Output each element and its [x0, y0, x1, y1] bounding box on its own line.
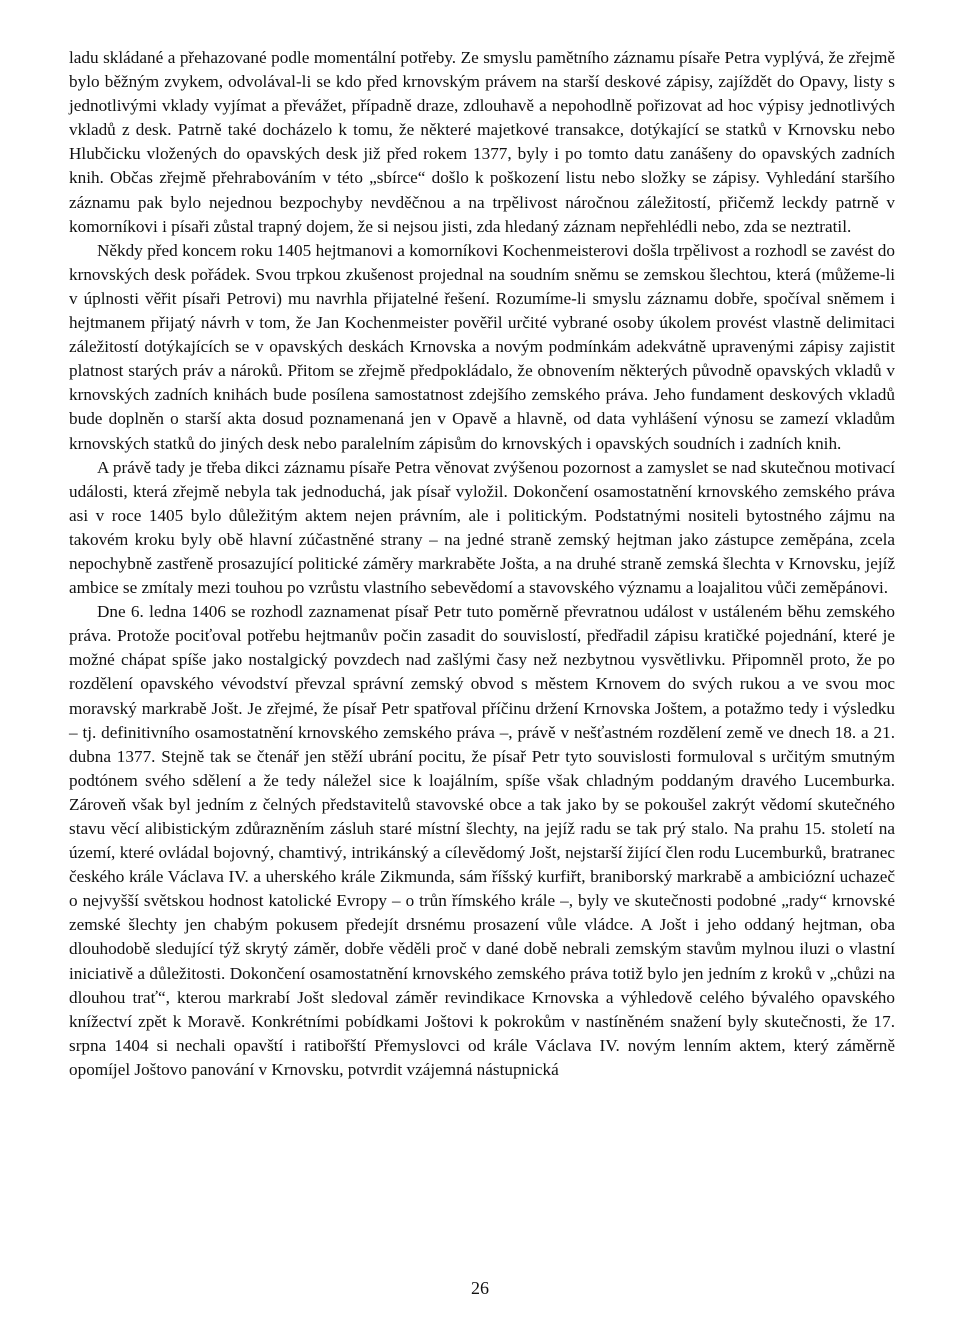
- page-number: 26: [471, 1278, 489, 1298]
- page-body: [69, 46, 895, 1082]
- paragraph-1: ladu skládané a přehazované podle momentální potřeby. Ze smyslu pamětního záznamu písaře Petra vyplývá, že zřejmě bylo běžným zvykem, odvolával-li se kdo před krnovským právem na starší deskové zápisy, zajíždět do Opavy, listy s jednotlivými vklady vyjímat a převážet, případně draze, zdlouhavě a nepohodlně pořizovat ad hoc výpisy jednotlivých vkladů z desk. Patrně také docházelo k tomu, že některé majetkové transakce, dotýkající se statků v Krnovsku nebo Hlubčicku vložených do opavských desk již před rokem 1377, byly i po tomto datu zanášeny do opavských zadních knih. Občas zřejmě přehrabováním v této „sbírce“ došlo k poškození listu nebo složky se zápisy. Vyhledání staršího záznamu pak bylo nejednou bezpochyby nevděčnou a na trpělivost náročnou záležitostí, přičemž leckdy patrně v komorníkovi i písaři zůstal trapný dojem, že si nejsou jisti, zda hledaný záznam nepřehlédli nebo, zda se neztratil.: [69, 48, 895, 236]
- paragraph-4: Dne 6. ledna 1406 se rozhodl zaznamenat písař Petr tuto poměrně převratnou událost v ustáleném běhu zemského práva. Protože pociťoval potřebu hejtmanův počin zasadit do souvislostí, předřadil zápisu kratičké pojednání, které je možné chápat spíše jako nostalgický povzdech nad zašlými časy než nezbytnou vysvětlivku. Připomněl proto, že po rozdělení opavského vévodství převzal správní zemský obvod s městem Krnovem do svých rukou a ve svou moc moravský markrabě Jošt. Je zřejmé, že písař Petr spatřoval příčinu držení Krnovska Joštem, a potažmo tedy i výsledku – tj. definitivního osamostatnění krnovského zemského práva –, právě v nešťastném rozdělení země ve dnech 18. a 21. dubna 1377. Stejně tak se čtenář jen stěží ubrání pocitu, že písař Petr tyto souvislosti formuloval s určitým smutným podtónem svého sdělení a že tedy náležel sice k loajálním, spíše však chladným poddaným dravého Lucemburka. Zároveň však byl jedním z čelných představitelů stavovské obce a tak jako by se pokoušel zakrýt vědomí skutečného stavu věcí alibistickým zdůrazněním zásluh staré místní šlechty, na jejíž radu se tak prý stalo. Na prahu 15. století na území, které ovládal bojovný, chamtivý, intrikánský a cílevědomý Jošt, nejstarší žijící člen rodu Lucemburků, bratranec českého krále Václava IV. a uherského krále Zikmunda, sám říšský kurfiřt, braniborský markrabě a ambiciózní uchazeč o nejvyšší světskou hodnost katolické Evropy – o trůn římského krále –, byly ve skutečnosti podobné „rady“ krnovské zemské šlechty jen chabým pokusem předejít drsnému prosazení vůle vládce. A Jošt i jeho oddaný hejtman, oba dlouhodobě sledující týž skrytý záměr, dobře věděli proč v dané době nebrali zemským stavům mylnou iluzi o vlastní iniciativě a důležitosti. Dokončení osamostatnění krnovského zemského práva totiž bylo jen jedním z kroků v „chůzi na dlouhou trať“, kterou markrabí Jošt sledoval záměr revindikace Krnovska a výhledově celého bývalého opavského knížectví zpět k Moravě. Konkrétními pobídkami Joštovi k pokrokům v nastíněném snažení byly skutečnosti, že 17. srpna 1404 si nechali opavští i ratibořští Přemyslovci od krále Václava IV. novým lenním aktem, který záměrně opomíjel Joštovo panování v Krnovsku, potvrdit vzájemná nástupnická: [69, 602, 895, 1079]
- paragraph-2: Někdy před koncem roku 1405 hejtmanovi a komorníkovi Kochenmeisterovi došla trpělivost a rozhodl se zavést do krnovských desk pořádek. Svou trpkou zkušenost projednal na soudním sněmu se zemskou šlechtou, která (můžeme-li v úplnosti věřit písaři Petrovi) mu navrhla přijatelné řešení. Rozumíme-li smyslu záznamu dobře, spočíval sněmem i hejtmanem přijatý návrh v tom, že Jan Kochenmeister pověřil určité vybrané osoby úkolem provést vlastně delimitaci záležitostí dotýkajících se v opavských deskách Krnovska a novým podmínkám adekvátně upravenými zápisy zajistit platnost starých práv a nároků. Přitom se zřejmě předpokládalo, že obnovením některých původně opavských vkladů v krnovských zadních knihách bude posílena samostatnost zdejšího zemského práva. Jeho fundament deskových vkladů bude doplněn o starší akta dosud poznamenaná jen v Opavě a hlavně, od data vyhlášení výnosu se zamezí vkladům krnovských statků do jiných desk nebo paralelním zápisům do krnovských i opavských soudních i zadních knih.: [69, 240, 895, 453]
- paragraph-3: A právě tady je třeba dikci záznamu písaře Petra věnovat zvýšenou pozornost a zamyslet se nad skutečnou motivací události, která zřejmě nebyla tak jednoduchá, jak písař vyložil. Dokončení osamostatnění krnovského zemského práva asi v roce 1405 bylo důležitým aktem nejen právním, ale i politickým. Podstatnými nositeli bytostného zájmu na takovém kroku byly obě hlavní zúčastněné strany – na jedné straně zemský hejtman jako zástupce zeměpána, zcela nepochybně zastřeně prosazující politické záměry markraběte Jošta, a na druhé straně zemská šlechta v Krnovsku, jejíž ambice se zmítaly mezi touhou po vzrůstu vlastního sebevědomí a stavovského významu a loajalitou vůči zeměpánovi.: [69, 457, 895, 598]
